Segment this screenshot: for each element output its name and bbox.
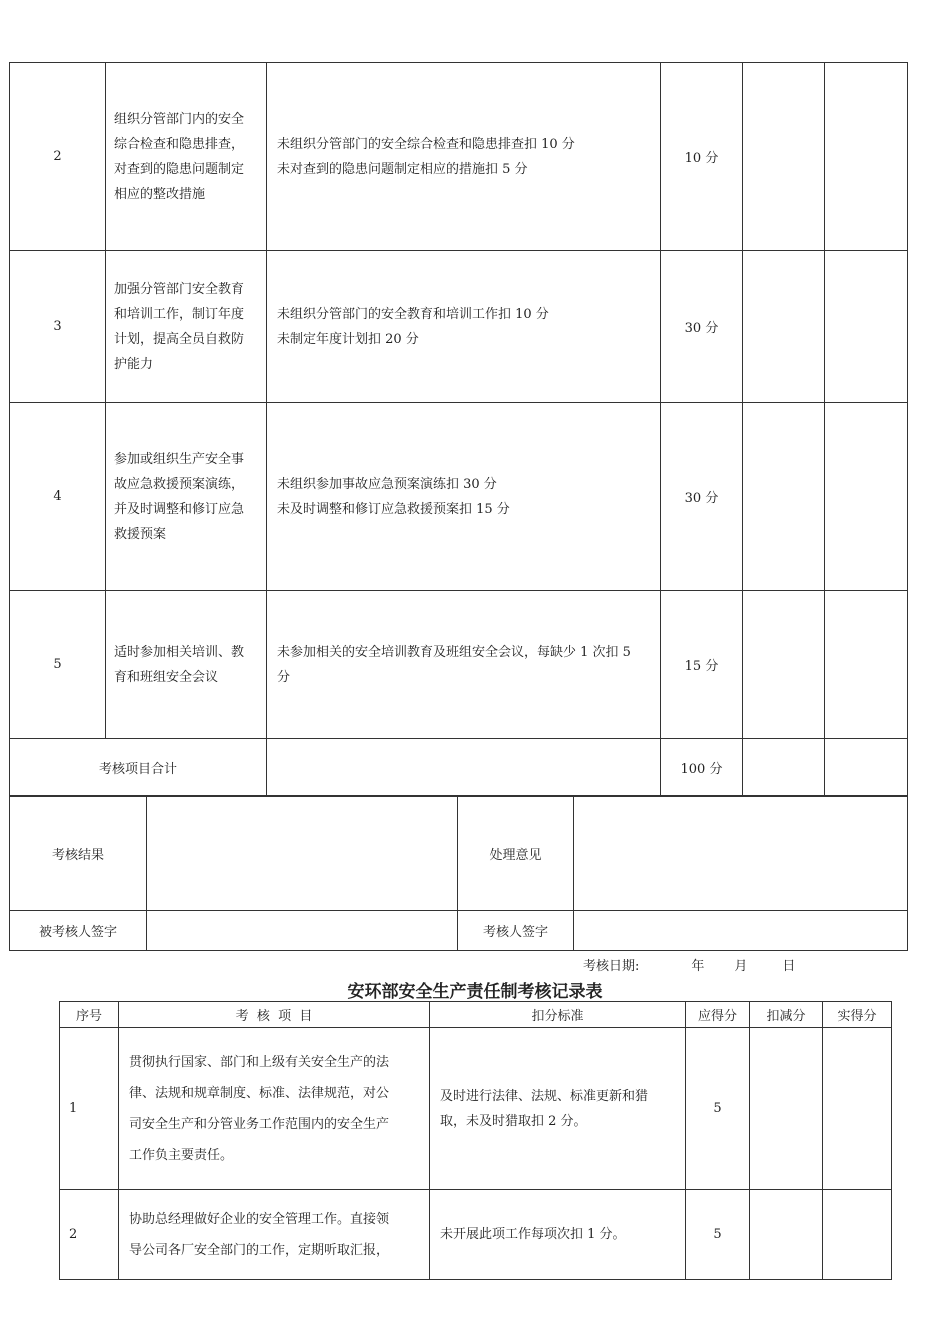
result-row	[10, 797, 908, 911]
total-row	[10, 739, 908, 796]
actual-score-cell[interactable]	[825, 251, 908, 403]
score-value: 5	[686, 1028, 750, 1190]
header-score: 应得分	[686, 1002, 750, 1028]
total-criteria-cell	[267, 739, 661, 796]
header-criteria: 扣分标准	[430, 1002, 686, 1028]
assessment-item: 协助总经理做好企业的安全管理工作。直接领 导公司各厂安全部门的工作，定期听取汇报，	[119, 1190, 430, 1280]
table-row	[60, 1190, 892, 1280]
table-row	[10, 63, 908, 251]
deduction-cell[interactable]	[743, 251, 825, 403]
actual-score-cell[interactable]	[823, 1190, 892, 1280]
deduction-cell[interactable]	[750, 1028, 823, 1190]
assessment-item: 参加或组织生产安全事 故应急救援预案演练， 并及时调整和修订应急 救援预案	[106, 403, 267, 591]
actual-score-cell[interactable]	[825, 403, 908, 591]
assessment-date-line	[583, 955, 795, 974]
assessment-item: 贯彻执行国家、部门和上级有关安全生产的法 律、法规和规章制度、标准、法律规范，对公 司安全生产和分管业务工作范围内的安全生产 工作负主要责任。	[119, 1028, 430, 1190]
total-deduction-cell[interactable]	[743, 739, 825, 796]
examiner-sign-field[interactable]	[574, 911, 908, 951]
actual-score-cell[interactable]	[825, 591, 908, 739]
page-title: 安环部安全生产责任制考核记录表	[347, 982, 603, 1002]
signature-row	[10, 911, 908, 951]
score-value: 15 分	[661, 591, 743, 739]
assessment-record-table	[59, 1001, 892, 1280]
row-number: 3	[10, 251, 106, 403]
actual-score-cell[interactable]	[823, 1028, 892, 1190]
deduction-criteria: 未组织参加事故应急预案演练扣 30 分 未及时调整和修订应急救援预案扣 15 分	[267, 403, 661, 591]
date-day: 日	[782, 959, 796, 974]
score-value: 5	[686, 1190, 750, 1280]
row-number: 5	[10, 591, 106, 739]
date-label: 考核日期:	[583, 959, 640, 974]
total-actual-cell[interactable]	[825, 739, 908, 796]
deduction-cell[interactable]	[743, 591, 825, 739]
table-row	[10, 591, 908, 739]
date-month: 月	[734, 959, 748, 974]
table-row	[60, 1028, 892, 1190]
deduction-cell[interactable]	[750, 1190, 823, 1280]
deduction-criteria: 未参加相关的安全培训教育及班组安全会议，每缺少 1 次扣 5 分	[267, 591, 661, 739]
assessment-table-continued	[9, 62, 908, 796]
date-year: 年	[691, 959, 705, 974]
header-row	[60, 1002, 892, 1028]
opinion-field[interactable]	[574, 797, 908, 911]
header-no: 序号	[60, 1002, 119, 1028]
examinee-sign-label: 被考核人签字	[10, 911, 147, 951]
deduction-criteria: 及时进行法律、法规、标准更新和猎 取，未及时猎取扣 2 分。	[430, 1028, 686, 1190]
result-label: 考核结果	[10, 797, 147, 911]
score-value: 10 分	[661, 63, 743, 251]
row-number: 1	[60, 1028, 119, 1190]
table-row	[10, 251, 908, 403]
deduction-criteria: 未组织分管部门的安全教育和培训工作扣 10 分 未制定年度计划扣 20 分	[267, 251, 661, 403]
assessment-item: 组织分管部门内的安全 综合检查和隐患排查， 对查到的隐患问题制定 相应的整改措施	[106, 63, 267, 251]
row-number: 4	[10, 403, 106, 591]
total-score: 100 分	[661, 739, 743, 796]
row-number: 2	[10, 63, 106, 251]
assessment-item: 适时参加相关培训、教 育和班组安全会议	[106, 591, 267, 739]
deduction-criteria: 未组织分管部门的安全综合检查和隐患排查扣 10 分 未对查到的隐患问题制定相应的措施扣 5 分	[267, 63, 661, 251]
header-deduct: 扣减分	[750, 1002, 823, 1028]
assessment-item: 加强分管部门安全教育 和培训工作，制订年度 计划，提高全员自救防 护能力	[106, 251, 267, 403]
row-number: 2	[60, 1190, 119, 1280]
score-value: 30 分	[661, 251, 743, 403]
examiner-sign-label: 考核人签字	[458, 911, 574, 951]
table-row	[10, 403, 908, 591]
total-label: 考核项目合计	[10, 739, 267, 796]
header-item: 考 核 项 目	[119, 1002, 430, 1028]
deduction-cell[interactable]	[743, 63, 825, 251]
result-field[interactable]	[147, 797, 458, 911]
examinee-sign-field[interactable]	[147, 911, 458, 951]
opinion-label: 处理意见	[458, 797, 574, 911]
deduction-cell[interactable]	[743, 403, 825, 591]
result-signature-table	[9, 796, 908, 951]
header-actual: 实得分	[823, 1002, 892, 1028]
score-value: 30 分	[661, 403, 743, 591]
deduction-criteria: 未开展此项工作每项次扣 1 分。	[430, 1190, 686, 1280]
actual-score-cell[interactable]	[825, 63, 908, 251]
